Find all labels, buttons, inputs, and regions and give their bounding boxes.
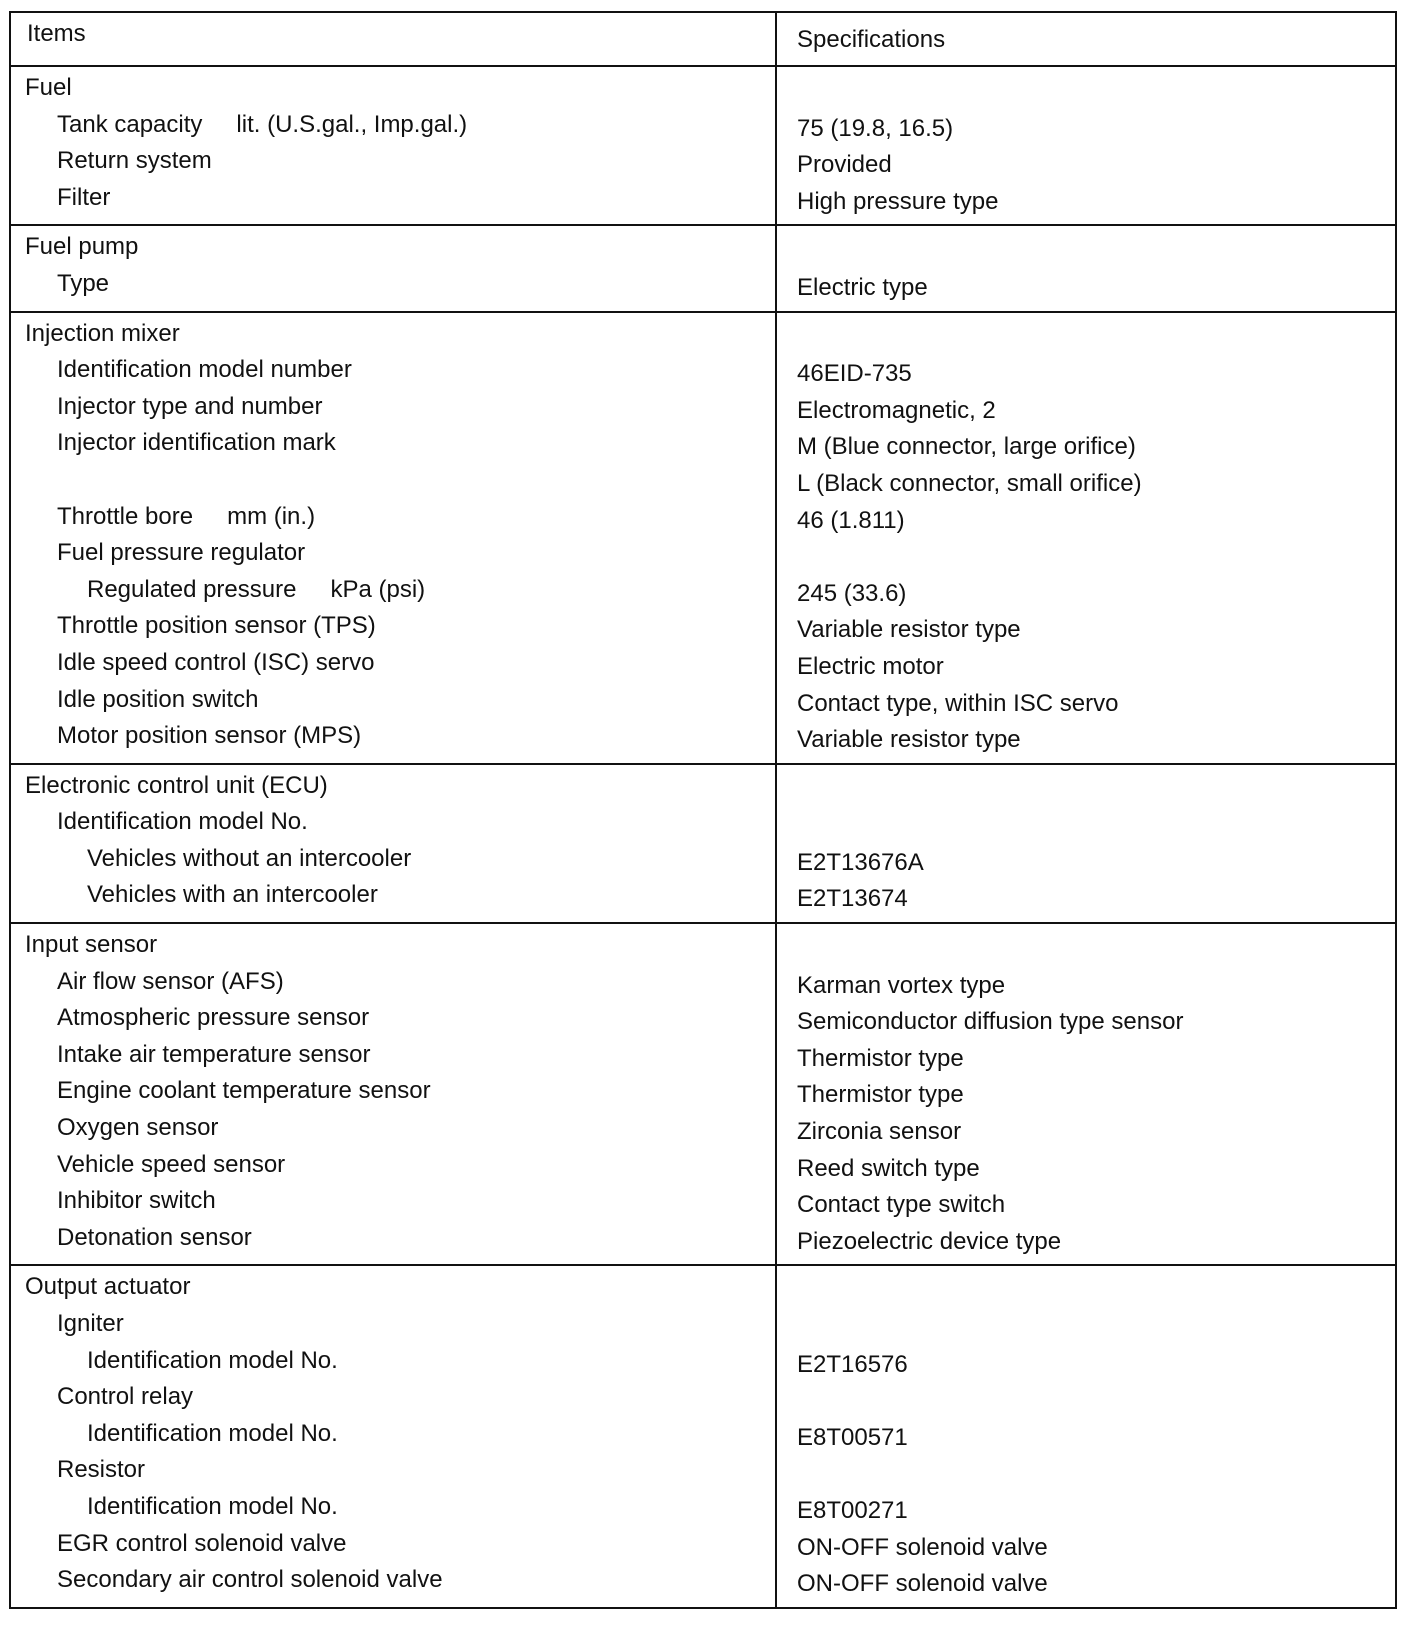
table-row: [11, 180, 1395, 217]
item-text: Vehicles with an intercooler: [87, 881, 378, 909]
item-text: Input sensor: [25, 931, 158, 959]
spec-value: Electromagnetic, 2: [797, 396, 996, 424]
spec-value: Piezoelectric device type: [797, 1227, 1062, 1255]
table-row: [11, 1000, 1395, 1037]
item-label: [57, 503, 315, 531]
table-row: [11, 1037, 1395, 1074]
item-label: [57, 1530, 346, 1558]
item-text: Control relay: [57, 1383, 194, 1411]
item-text: Electronic control unit (ECU): [25, 771, 328, 799]
item-text: Tank capacity: [57, 110, 203, 138]
item-text: Fuel: [25, 74, 72, 101]
spec-value: Thermistor type: [797, 1081, 964, 1109]
item-label: [57, 429, 336, 457]
table-row: [11, 877, 1395, 914]
item-label: [57, 1383, 193, 1411]
item-label: [57, 968, 284, 996]
item-label: [57, 1041, 371, 1069]
section-heading: [25, 74, 72, 102]
table-row: [11, 1379, 1395, 1416]
item-label: [57, 808, 308, 836]
table-body: [11, 67, 1395, 1607]
item-text: Oxygen sensor: [57, 1114, 219, 1142]
spec-value: ON-OFF solenoid valve: [797, 1533, 1048, 1561]
table-row: [11, 768, 1395, 805]
item-label: [57, 1151, 285, 1179]
spec-value: High pressure type: [797, 187, 999, 215]
item-label: [57, 270, 109, 298]
item-label: [57, 147, 212, 175]
item-label: [57, 722, 361, 750]
table-row: [11, 1306, 1395, 1343]
item-text: Fuel pressure regulator: [57, 539, 306, 567]
item-text: Throttle position sensor (TPS): [57, 612, 376, 640]
item-text: Idle speed control (ISC) servo: [57, 648, 375, 676]
item-text: Atmospheric pressure sensor: [57, 1004, 370, 1032]
table-row: [11, 572, 1395, 609]
table-row: [11, 804, 1395, 841]
table-row: [11, 1343, 1395, 1380]
spec-value: Variable resistor type: [797, 616, 1021, 644]
table-section: [11, 1266, 1395, 1606]
item-text: Resistor: [57, 1456, 146, 1484]
spec-value: 245 (33.6): [797, 579, 907, 607]
item-text: Injector identification mark: [57, 429, 336, 457]
item-text: Igniter: [57, 1310, 124, 1337]
spec-value: Electric motor: [797, 652, 944, 680]
table-row: [11, 1110, 1395, 1147]
spec-value: Variable resistor type: [797, 726, 1021, 754]
table-row: [11, 1452, 1395, 1489]
table-row: [11, 1147, 1395, 1184]
item-text: Type: [57, 269, 110, 297]
table-row: [11, 1183, 1395, 1220]
item-label: [87, 1347, 338, 1375]
spec-value: E2T16576: [797, 1350, 908, 1378]
spec-value: Electric type: [797, 273, 928, 301]
table-section: [11, 226, 1395, 312]
table-row: [11, 645, 1395, 682]
spec-value: Karman vortex type: [797, 971, 1006, 999]
specifications-table: [9, 11, 1397, 1609]
table-row: [11, 143, 1395, 180]
item-text: Air flow sensor (AFS): [57, 967, 284, 995]
item-text: Injection mixer: [25, 319, 180, 347]
spec-value: ON-OFF solenoid valve: [797, 1570, 1048, 1598]
table-section: [11, 924, 1395, 1266]
item-text: Detonation sensor: [57, 1223, 252, 1251]
section-heading: [25, 320, 180, 348]
item-text: Engine coolant temperature sensor: [57, 1077, 431, 1105]
table-row: [11, 70, 1395, 107]
item-text: Vehicles without an intercooler: [87, 844, 412, 872]
table-header: [11, 13, 1395, 67]
item-unit: lit. (U.S.gal., Imp.gal.): [236, 110, 468, 138]
item-label: [57, 1566, 443, 1594]
item-label: [57, 1187, 216, 1215]
item-text: Identification model No.: [87, 1346, 338, 1374]
table-row: [11, 1489, 1395, 1526]
spec-value: 75 (19.8, 16.5): [797, 114, 954, 142]
item-label: [87, 576, 425, 604]
table-row: [11, 229, 1395, 266]
table-row: [11, 535, 1395, 572]
spec-value: E2T13674: [797, 885, 908, 913]
item-unit: mm (in.): [227, 502, 316, 530]
item-label: [57, 1004, 369, 1032]
spec-value: E8T00271: [797, 1496, 908, 1524]
item-text: Intake air temperature sensor: [57, 1040, 371, 1068]
table-section: [11, 67, 1395, 226]
spec-value: M (Blue connector, large orifice): [797, 433, 1136, 461]
item-text: Motor position sensor (MPS): [57, 722, 362, 750]
item-label: [57, 1456, 145, 1484]
header-items: Items: [27, 20, 86, 47]
spec-value: 46 (1.811): [797, 506, 905, 534]
item-label: [57, 686, 258, 714]
table-row: [11, 682, 1395, 719]
table-row: [11, 718, 1395, 755]
item-text: Identification model No.: [87, 1492, 338, 1520]
item-label: [57, 1114, 218, 1142]
item-text: Filter: [57, 183, 111, 211]
table-section: [11, 313, 1395, 765]
table-row: [11, 352, 1395, 389]
table-row: [11, 266, 1395, 303]
item-label: [87, 1420, 338, 1448]
spec-value: Thermistor type: [797, 1044, 964, 1072]
item-label: [57, 612, 376, 640]
item-text: Regulated pressure: [87, 575, 297, 603]
item-label: [87, 845, 411, 873]
item-label: [57, 1310, 124, 1338]
spec-value: L (Black connector, small orifice): [797, 469, 1142, 497]
item-text: Identification model No.: [57, 808, 308, 836]
item-text: Vehicle speed sensor: [57, 1150, 286, 1178]
section-heading: [25, 931, 157, 959]
spec-value: Provided: [797, 151, 892, 179]
table-row: [11, 1220, 1395, 1257]
item-text: Identification model No.: [87, 1419, 338, 1447]
table-row: [11, 107, 1395, 144]
table-row: [11, 841, 1395, 878]
item-label: [57, 1077, 431, 1105]
table-row: [11, 1073, 1395, 1110]
item-text: Inhibitor switch: [57, 1187, 216, 1215]
item-label: [87, 881, 378, 909]
table-row: [11, 425, 1395, 462]
item-text: Idle position switch: [57, 685, 259, 713]
item-text: Output actuator: [25, 1273, 191, 1301]
item-text: Injector type and number: [57, 392, 323, 420]
item-label: [57, 539, 305, 567]
table-section: [11, 765, 1395, 924]
table-row: [11, 316, 1395, 353]
item-text: Secondary air control solenoid valve: [57, 1566, 443, 1594]
spec-value: Zirconia sensor: [797, 1118, 962, 1146]
table-row: [11, 1526, 1395, 1563]
item-label: [57, 393, 323, 421]
header-specifications: Specifications: [797, 26, 946, 53]
item-text: EGR control solenoid valve: [57, 1529, 347, 1557]
table-row: [11, 462, 1395, 499]
spec-value: Contact type switch: [797, 1191, 1006, 1219]
item-text: Fuel pump: [25, 233, 139, 261]
item-label: [57, 184, 110, 212]
table-row: [11, 389, 1395, 426]
section-heading: [25, 1273, 190, 1301]
table-row: [11, 1416, 1395, 1453]
spec-value: 46EID-735: [797, 360, 912, 388]
table-row: [11, 927, 1395, 964]
table-row: [11, 1562, 1395, 1599]
item-label: [57, 111, 467, 139]
section-heading: [25, 772, 328, 800]
item-text: Throttle bore: [57, 502, 194, 530]
table-row: [11, 499, 1395, 536]
item-text: Identification model number: [57, 356, 352, 384]
spec-value: Reed switch type: [797, 1154, 980, 1182]
item-unit: kPa (psi): [330, 575, 426, 603]
item-label: [57, 649, 374, 677]
item-text: Return system: [57, 147, 212, 175]
spec-value: Contact type, within ISC servo: [797, 689, 1119, 717]
item-label: [87, 1493, 338, 1521]
spec-value: E2T13676A: [797, 848, 924, 876]
item-label: [57, 1224, 252, 1252]
table-row: [11, 964, 1395, 1001]
section-heading: [25, 233, 138, 261]
spec-value: E8T00571: [797, 1423, 908, 1451]
table-row: [11, 608, 1395, 645]
spec-value: Semiconductor diffusion type sensor: [797, 1008, 1184, 1036]
item-label: [57, 356, 352, 384]
table-row: [11, 1269, 1395, 1306]
